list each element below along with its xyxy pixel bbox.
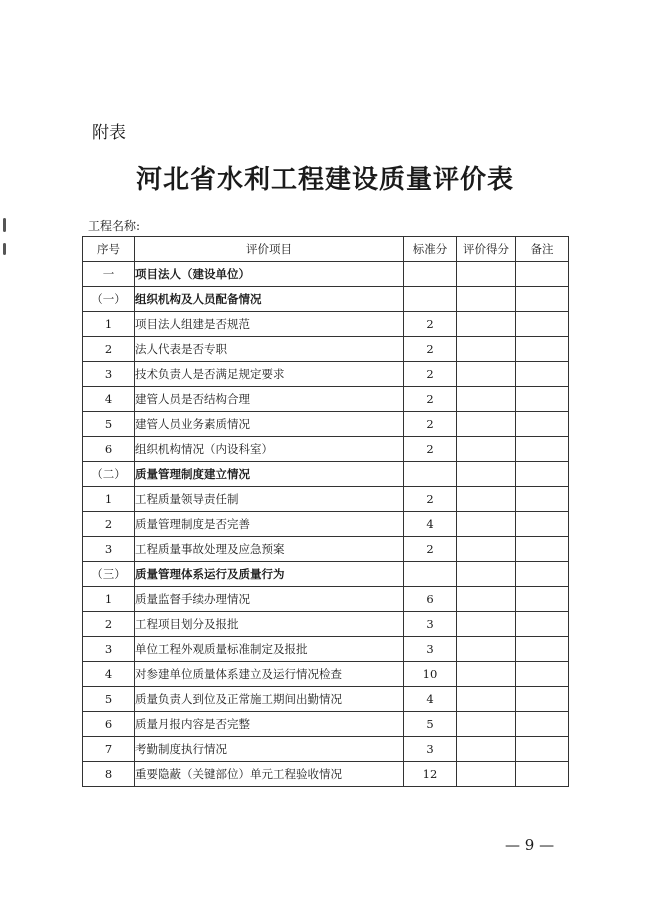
row-remark — [516, 637, 569, 662]
row-evaluation-score — [457, 687, 516, 712]
row-standard-score — [404, 287, 457, 312]
row-evaluation-score — [457, 362, 516, 387]
row-remark — [516, 362, 569, 387]
row-seq: 8 — [83, 762, 135, 787]
row-standard-score: 2 — [404, 337, 457, 362]
row-seq: 6 — [83, 712, 135, 737]
header-standard-score: 标准分 — [404, 237, 457, 262]
row-standard-score: 2 — [404, 437, 457, 462]
row-remark — [516, 312, 569, 337]
row-remark — [516, 712, 569, 737]
row-seq: （三） — [83, 562, 135, 587]
row-standard-score — [404, 262, 457, 287]
row-standard-score — [404, 562, 457, 587]
row-item: 项目法人组建是否规范 — [135, 312, 404, 337]
row-evaluation-score — [457, 462, 516, 487]
row-item: 质量管理体系运行及质量行为 — [135, 562, 404, 587]
row-seq: 3 — [83, 362, 135, 387]
row-standard-score: 3 — [404, 637, 457, 662]
row-evaluation-score — [457, 512, 516, 537]
table-section-row — [83, 462, 569, 487]
row-standard-score: 10 — [404, 662, 457, 687]
row-standard-score: 3 — [404, 612, 457, 637]
row-evaluation-score — [457, 262, 516, 287]
row-remark — [516, 337, 569, 362]
row-evaluation-score — [457, 537, 516, 562]
row-evaluation-score — [457, 737, 516, 762]
row-item: 组织机构及人员配备情况 — [135, 287, 404, 312]
row-evaluation-score — [457, 762, 516, 787]
row-remark — [516, 662, 569, 687]
row-item: 质量管理制度建立情况 — [135, 462, 404, 487]
row-evaluation-score — [457, 287, 516, 312]
row-standard-score: 12 — [404, 762, 457, 787]
row-standard-score: 5 — [404, 712, 457, 737]
evaluation-table — [82, 236, 569, 787]
page-number: — 9 — — [505, 836, 555, 854]
header-evaluation-score: 评价得分 — [457, 237, 516, 262]
row-seq: 6 — [83, 437, 135, 462]
row-standard-score: 2 — [404, 487, 457, 512]
row-item: 技术负责人是否满足规定要求 — [135, 362, 404, 387]
row-seq: 3 — [83, 637, 135, 662]
table-section-row — [83, 562, 569, 587]
row-evaluation-score — [457, 387, 516, 412]
row-remark — [516, 487, 569, 512]
row-remark — [516, 762, 569, 787]
row-seq: 1 — [83, 312, 135, 337]
row-remark — [516, 287, 569, 312]
scan-edge-mark — [3, 218, 6, 232]
row-item: 项目法人（建设单位） — [135, 262, 404, 287]
row-standard-score: 2 — [404, 362, 457, 387]
row-evaluation-score — [457, 712, 516, 737]
table-row — [83, 437, 569, 462]
row-standard-score: 2 — [404, 312, 457, 337]
row-item: 质量负责人到位及正常施工期间出勤情况 — [135, 687, 404, 712]
row-seq: 7 — [83, 737, 135, 762]
row-remark — [516, 437, 569, 462]
table-row — [83, 537, 569, 562]
row-seq: 4 — [83, 387, 135, 412]
row-remark — [516, 537, 569, 562]
table-row — [83, 412, 569, 437]
row-item: 质量管理制度是否完善 — [135, 512, 404, 537]
row-evaluation-score — [457, 337, 516, 362]
row-seq: 5 — [83, 687, 135, 712]
row-remark — [516, 737, 569, 762]
row-item: 重要隐蔽（关键部位）单元工程验收情况 — [135, 762, 404, 787]
table-row — [83, 312, 569, 337]
row-remark — [516, 612, 569, 637]
table-header-row — [83, 237, 569, 262]
row-standard-score: 3 — [404, 737, 457, 762]
row-item: 对参建单位质量体系建立及运行情况检查 — [135, 662, 404, 687]
row-standard-score: 2 — [404, 537, 457, 562]
row-seq: 1 — [83, 587, 135, 612]
row-evaluation-score — [457, 412, 516, 437]
row-standard-score: 2 — [404, 387, 457, 412]
row-seq: 2 — [83, 612, 135, 637]
row-remark — [516, 387, 569, 412]
table-row — [83, 387, 569, 412]
row-item: 质量监督手续办理情况 — [135, 587, 404, 612]
row-standard-score — [404, 462, 457, 487]
row-seq: 1 — [83, 487, 135, 512]
row-evaluation-score — [457, 662, 516, 687]
row-item: 组织机构情况（内设科室） — [135, 437, 404, 462]
table-row — [83, 762, 569, 787]
row-seq: 一 — [83, 262, 135, 287]
row-seq: 5 — [83, 412, 135, 437]
row-remark — [516, 562, 569, 587]
row-evaluation-score — [457, 587, 516, 612]
table-row — [83, 587, 569, 612]
header-seq: 序号 — [83, 237, 135, 262]
row-standard-score: 2 — [404, 412, 457, 437]
project-name-label: 工程名称: — [88, 219, 141, 233]
row-standard-score: 4 — [404, 687, 457, 712]
table-row — [83, 662, 569, 687]
table-row — [83, 362, 569, 387]
row-item: 考勤制度执行情况 — [135, 737, 404, 762]
row-evaluation-score — [457, 637, 516, 662]
row-seq: （二） — [83, 462, 135, 487]
row-seq: （一） — [83, 287, 135, 312]
row-remark — [516, 512, 569, 537]
row-evaluation-score — [457, 612, 516, 637]
table-body — [83, 262, 569, 787]
row-item: 工程质量事故处理及应急预案 — [135, 537, 404, 562]
row-item: 单位工程外观质量标准制定及报批 — [135, 637, 404, 662]
header-item: 评价项目 — [135, 237, 404, 262]
table-row — [83, 687, 569, 712]
table-section-row — [83, 262, 569, 287]
header-remark: 备注 — [516, 237, 569, 262]
row-item: 工程质量领导责任制 — [135, 487, 404, 512]
row-remark — [516, 587, 569, 612]
table-row — [83, 337, 569, 362]
row-standard-score: 4 — [404, 512, 457, 537]
table-row — [83, 612, 569, 637]
row-evaluation-score — [457, 487, 516, 512]
row-seq: 2 — [83, 512, 135, 537]
row-standard-score: 6 — [404, 587, 457, 612]
row-item: 建管人员业务素质情况 — [135, 412, 404, 437]
row-item: 工程项目划分及报批 — [135, 612, 404, 637]
table-row — [83, 637, 569, 662]
row-seq: 4 — [83, 662, 135, 687]
row-remark — [516, 687, 569, 712]
scan-edge-mark — [3, 243, 6, 255]
annex-label: 附表 — [92, 123, 126, 143]
table-row — [83, 487, 569, 512]
table-row — [83, 737, 569, 762]
table-row — [83, 512, 569, 537]
row-seq: 2 — [83, 337, 135, 362]
row-evaluation-score — [457, 437, 516, 462]
table-section-row — [83, 287, 569, 312]
row-evaluation-score — [457, 562, 516, 587]
table-row — [83, 712, 569, 737]
row-remark — [516, 462, 569, 487]
row-item: 法人代表是否专职 — [135, 337, 404, 362]
row-seq: 3 — [83, 537, 135, 562]
document-title: 河北省水利工程建设质量评价表 — [135, 165, 514, 195]
row-item: 质量月报内容是否完整 — [135, 712, 404, 737]
row-item: 建管人员是否结构合理 — [135, 387, 404, 412]
row-remark — [516, 412, 569, 437]
row-remark — [516, 262, 569, 287]
row-evaluation-score — [457, 312, 516, 337]
